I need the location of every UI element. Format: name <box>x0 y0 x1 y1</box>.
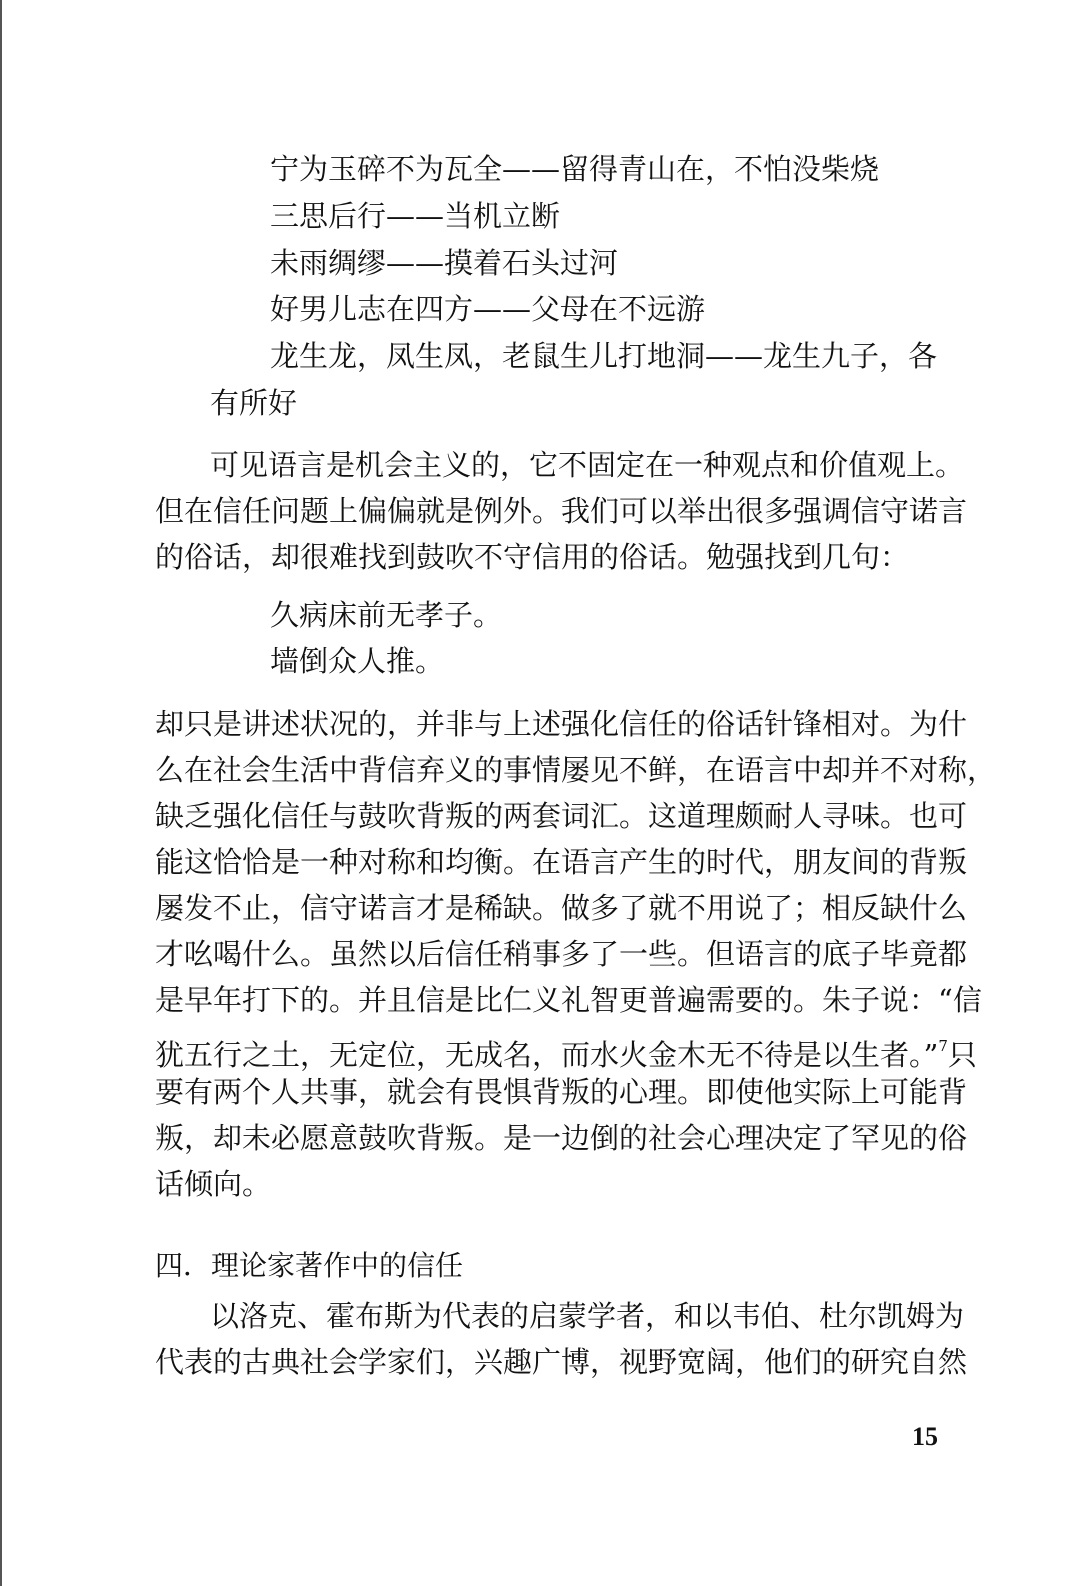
paragraph-line: 可见语言是机会主义的，它不固定在一种观点和价值观上。 <box>210 448 965 482</box>
paragraph-line: 是早年打下的。并且信是比仁义礼智更普遍需要的。朱子说：“信 <box>155 983 982 1017</box>
paragraph-line: 屡发不止，信守诺言才是稀缺。做多了就不用说了；相反缺什么 <box>155 891 968 925</box>
paragraph-line-with-footnote <box>155 1027 977 1074</box>
paragraph-line: 缺乏强化信任与鼓吹背叛的两套词汇。这道理颇耐人寻味。也可 <box>155 799 968 833</box>
proverb-line: 龙生龙，凤生凤，老鼠生儿打地洞——龙生九子，各 <box>270 339 938 373</box>
paragraph-line: 以洛克、霍布斯为代表的启蒙学者，和以韦伯、杜尔凯姆为 <box>210 1299 965 1333</box>
proverb-line: 宁为玉碎不为瓦全——留得青山在，不怕没柴烧 <box>270 152 880 186</box>
line-tail-text: 只 <box>947 1038 977 1072</box>
proverb-line-continuation: 有所好 <box>210 386 298 420</box>
paragraph-line: 的俗话，却很难找到鼓吹不守信用的俗话。勉强找到几句： <box>155 540 910 574</box>
paragraph-line: 代表的古典社会学家们，兴趣广博，视野宽阔，他们的研究自然 <box>155 1345 968 1379</box>
section-heading: 四．理论家著作中的信任 <box>155 1249 464 1282</box>
proverb-line: 好男儿志在四方——父母在不远游 <box>270 292 706 326</box>
quoted-saying: 久病床前无孝子。 <box>270 598 503 632</box>
footnote-marker[interactable]: 7 <box>938 1037 948 1055</box>
paragraph-line: 才吆喝什么。虽然以后信任稍事多了一些。但语言的底子毕竟都 <box>155 937 968 971</box>
paragraph-line: 么在社会生活中背信弃义的事情屡见不鲜，在语言中却并不对称， <box>155 753 997 787</box>
proverb-line: 三思后行——当机立断 <box>270 199 561 233</box>
quotation-text: 犹五行之土，无定位，无成名，而水火金木无不待是以生者。” <box>155 1038 939 1072</box>
paragraph-line: 却只是讲述状况的，并非与上述强化信任的俗话针锋相对。为什 <box>155 707 968 741</box>
paragraph-line: 话倾向。 <box>155 1167 272 1201</box>
paragraph-line: 但在信任问题上偏偏就是例外。我们可以举出很多强调信守诺言 <box>155 494 968 528</box>
proverb-line: 未雨绸缪——摸着石头过河 <box>270 246 619 280</box>
paragraph-line: 能这恰恰是一种对称和均衡。在语言产生的时代，朋友间的背叛 <box>155 845 968 879</box>
page-number: 15 <box>912 1422 938 1451</box>
quoted-saying: 墙倒众人推。 <box>270 644 445 678</box>
paragraph-line: 要有两个人共事，就会有畏惧背叛的心理。即使他实际上可能背 <box>155 1075 968 1109</box>
paragraph-line: 叛，却未必愿意鼓吹背叛。是一边倒的社会心理决定了罕见的俗 <box>155 1121 968 1155</box>
page-edge <box>0 0 2 1586</box>
